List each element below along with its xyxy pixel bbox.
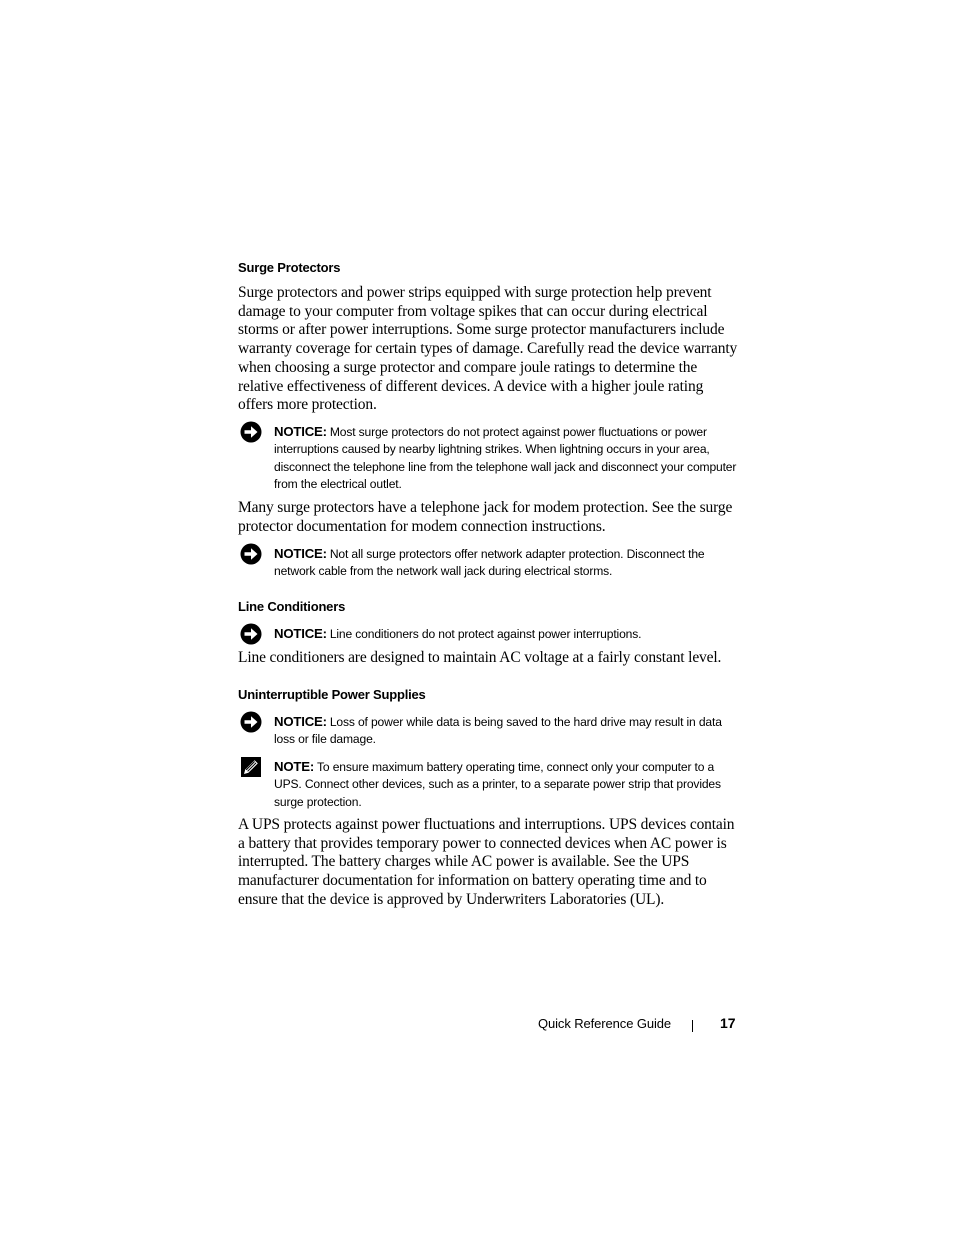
ups-paragraph: A UPS protects against power fluctuations and interruptions. UPS devices contain a battery that provides temporary power to connected devices when AC power is interrupted. The battery charges while AC power is available. See the UPS manufacturer documentation for information on battery operating time and to ensure that the device is approved by Underwriters Laboratories (UL). bbox=[238, 816, 735, 908]
notice-arrow-icon bbox=[240, 623, 262, 645]
section-heading-line-conditioners: Line Conditioners bbox=[238, 599, 346, 614]
notice-label: NOTICE: bbox=[274, 714, 327, 729]
surge-protectors-paragraph: Surge protectors and power strips equipped with surge protection help prevent damage to your computer from voltage spikes that can occur during electrical storms or after power interruptions. Some surge protector manufacturers include warranty coverage for certain types of damage. Carefully read the device warranty when choosing a surge protector and compare joule ratings to determine the relative effectiveness of different devices. A device with a higher joule rating offers more protection. bbox=[238, 284, 738, 414]
note-label: NOTE: bbox=[274, 759, 315, 774]
page-footer bbox=[538, 1015, 738, 1035]
telephone-jack-paragraph: Many surge protectors have a telephone jack for modem protection. See the surge protector documentation for modem connection instructions. bbox=[238, 499, 733, 535]
section-heading-ups: Uninterruptible Power Supplies bbox=[238, 687, 426, 702]
section-heading-surge-protectors: Surge Protectors bbox=[238, 260, 341, 275]
notice-label: NOTICE: bbox=[274, 546, 327, 561]
footer-separator bbox=[692, 1020, 693, 1032]
footer-guide-title: Quick Reference Guide bbox=[538, 1016, 672, 1031]
notice-text: Most surge protectors do not protect against power fluctuations or power interruptions caused by nearby lightning strikes. When lightning occurs in your area, disconnect the telephone line from the telephone wall jack and disconnect your computer from the electrical outlet. bbox=[274, 425, 737, 492]
notice-text: Loss of power while data is being saved to the hard drive may result in data loss or file damage. bbox=[274, 715, 722, 747]
notice-text: Line conditioners do not protect against power interruptions. bbox=[329, 627, 642, 641]
notice-arrow-icon bbox=[240, 711, 262, 733]
note-text: To ensure maximum battery operating time, connect only your computer to a UPS. Connect other devices, such as a printer, to a separate power strip that provides surge protection. bbox=[274, 760, 721, 809]
notice-label: NOTICE: bbox=[274, 424, 327, 439]
notice-label: NOTICE: bbox=[274, 626, 327, 641]
page-number: 17 bbox=[720, 1015, 736, 1031]
line-conditioners-paragraph: Line conditioners are designed to maintain AC voltage at a fairly constant level. bbox=[238, 649, 722, 666]
notice-arrow-icon bbox=[240, 543, 262, 565]
note-pencil-icon bbox=[240, 756, 262, 778]
notice-text: Not all surge protectors offer network adapter protection. Disconnect the network cable from the network wall jack during electrical storms. bbox=[274, 547, 705, 579]
notice-arrow-icon bbox=[240, 421, 262, 443]
